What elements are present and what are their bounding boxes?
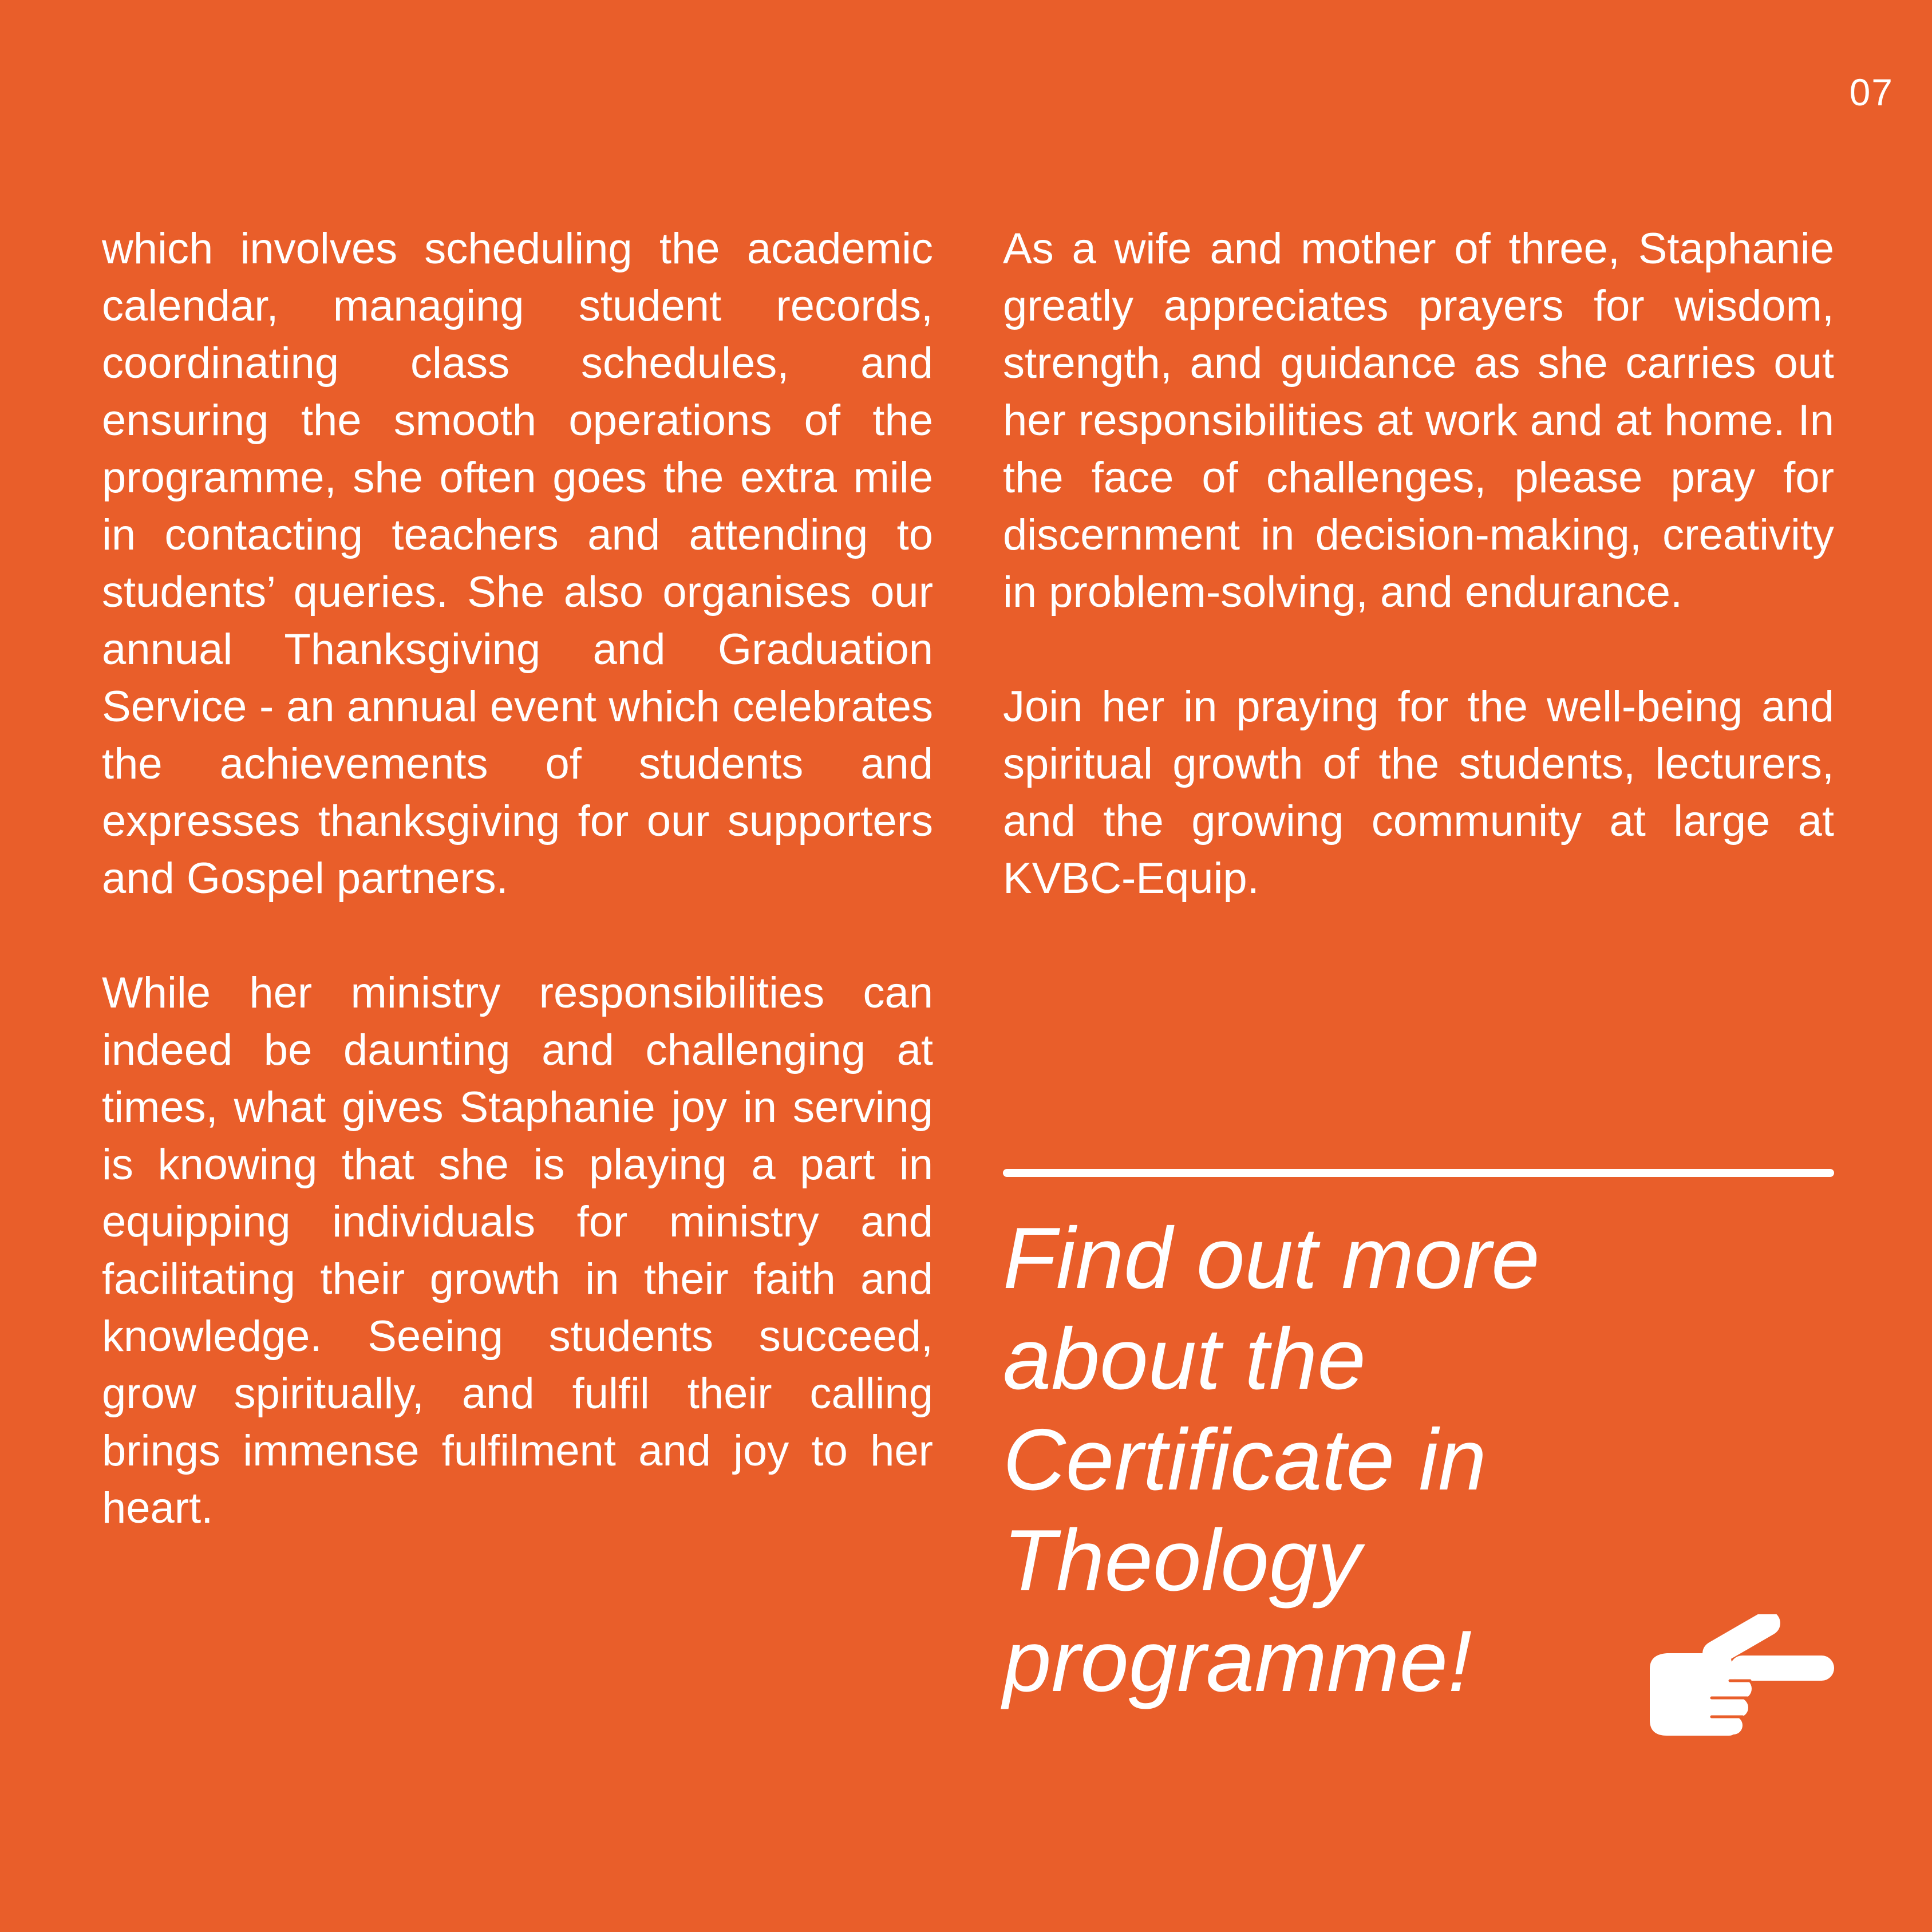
- left-paragraph-2: While her ministry responsibilities can indeed be daunting and challenging at times, what gives Staphanie joy in serving is knowing that she is playing a part in equipping individuals for ministry and facilitating their growth in their faith and knowledge. Seeing students succeed, grow spiritually, and fulfil their calling brings immense fulfilment and joy to her heart.: [102, 969, 933, 1532]
- left-text-column: [102, 220, 933, 1537]
- right-text-column: [1003, 220, 1834, 907]
- page-number: 07: [1849, 71, 1894, 113]
- pointing-hand-icon[interactable]: [1644, 1614, 1834, 1740]
- right-paragraph-1: As a wife and mother of three, Staphanie greatly appreciates prayers for wisdom, strength, and guidance as she carries out her responsibilities at work and at home. In the face of challenges, please pray for discernment in decision-making, creativity in problem-solving, and endurance.: [1003, 224, 1834, 617]
- left-paragraph-1: which involves scheduling the academic calendar, managing student records, coordinating class schedules, and ensuring the smooth operations of the programme, she often goes the extra mile in contacting teachers and attending to students’ queries. She also organises our annual Thanksgiving and Graduation Service - an annual event which celebrates the achievements of students and expresses thanksgiving for our supporters and Gospel partners.: [102, 224, 933, 903]
- call-to-action-heading[interactable]: Find out more about the Certificate in Theology programme!: [1003, 1210, 1540, 1710]
- right-paragraph-2: Join her in praying for the well-being and spiritual growth of the students, lecturers, and the growing community at large at KVBC-Equip.: [1003, 682, 1834, 903]
- divider-line: [1003, 1169, 1834, 1177]
